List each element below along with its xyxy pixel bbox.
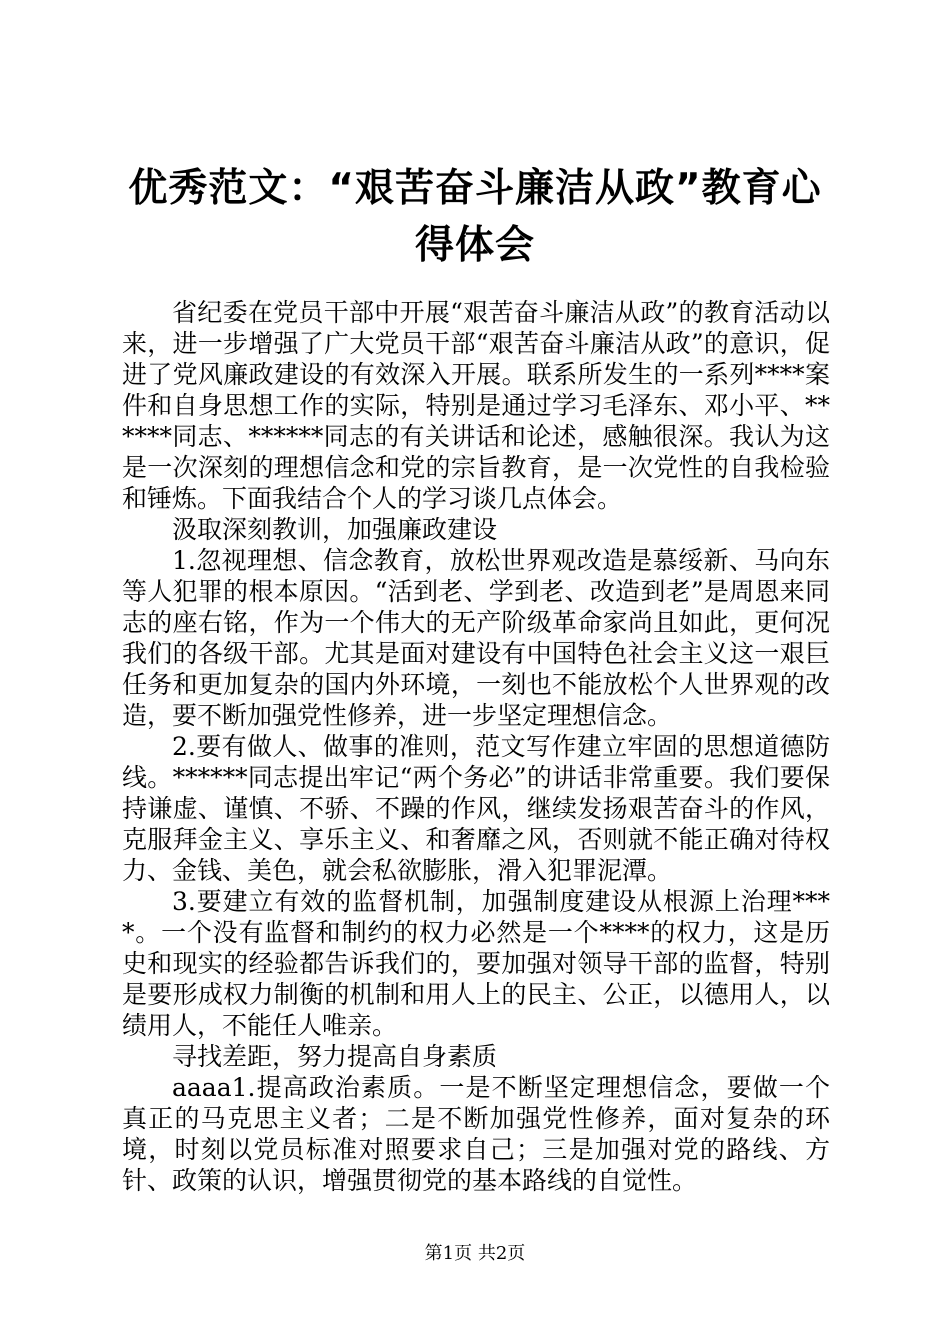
numbered-paragraph-4: aaaa1.提高政治素质。一是不断坚定理想信念，要做一个真正的马克思主义者；二是不断加强党性修养，面对复杂的环境，时刻以党员标准对照要求自己；三是加强对党的路线、方针、政策的认识，增强贯彻党的基本路线的自觉性。 xyxy=(122,1073,830,1195)
numbered-paragraph-2: 2.要有做人、做事的准则，范文写作建立牢固的思想道德防线。******同志提出牢记“两个务必”的讲话非常重要。我们要保持谦虚、谨慎、不骄、不躁的作风，继续发扬艰苦奋斗的作风，克服拜金主义、享乐主义、和奢靡之风，否则就不能正确对待权力、金钱、美色，就会私欲膨胀，滑入犯罪泥潭。 xyxy=(122,732,830,885)
page-title: 优秀范文：“艰苦奋斗廉洁从政”教育心得体会 xyxy=(128,166,822,268)
document-body xyxy=(122,297,830,1196)
numbered-paragraph-3: 3.要建立有效的监督机制，加强制度建设从根源上治理****。一个没有监督和制约的权力必然是一个****的权力，这是历史和现实的经验都告诉我们的，要加强对领导干部的监督，特别是要形成权力制衡的机制和用人上的民主、公正，以德用人，以绩用人，不能任人唯亲。 xyxy=(122,887,830,1040)
section-heading-improvement: 寻找差距，努力提高自身素质 xyxy=(172,1042,498,1071)
page-footer: 第1页 共2页 xyxy=(424,1243,526,1264)
section-heading-lessons: 汲取深刻教训，加强廉政建设 xyxy=(172,515,498,544)
intro-paragraph: 省纪委在党员干部中开展“艰苦奋斗廉洁从政”的教育活动以来，进一步增强了广大党员干部“艰苦奋斗廉洁从政”的意识，促进了党风廉政建设的有效深入开展。联系所发生的一系列****案件和自身思想工作的实际，特别是通过学习毛泽东、邓小平、******同志、******同志的有关讲话和论述，感触很深。我认为这是一次深刻的理想信念和党的宗旨教育，是一次党性的自我检验和锤炼。下面我结合个人的学习谈几点体会。 xyxy=(122,298,830,513)
numbered-paragraph-1: 1.忽视理想、信念教育，放松世界观改造是慕绥新、马向东等人犯罪的根本原因。“活到老、学到老、改造到老”是周恩来同志的座右铭，作为一个伟大的无产阶级革命家尚且如此，更何况我们的各级干部。尤其是面对建设有中国特色社会主义这一艰巨任务和更加复杂的国内外环境，一刻也不能放松个人世界观的改造，要不断加强党性修养，进一步坚定理想信念。 xyxy=(122,546,830,730)
